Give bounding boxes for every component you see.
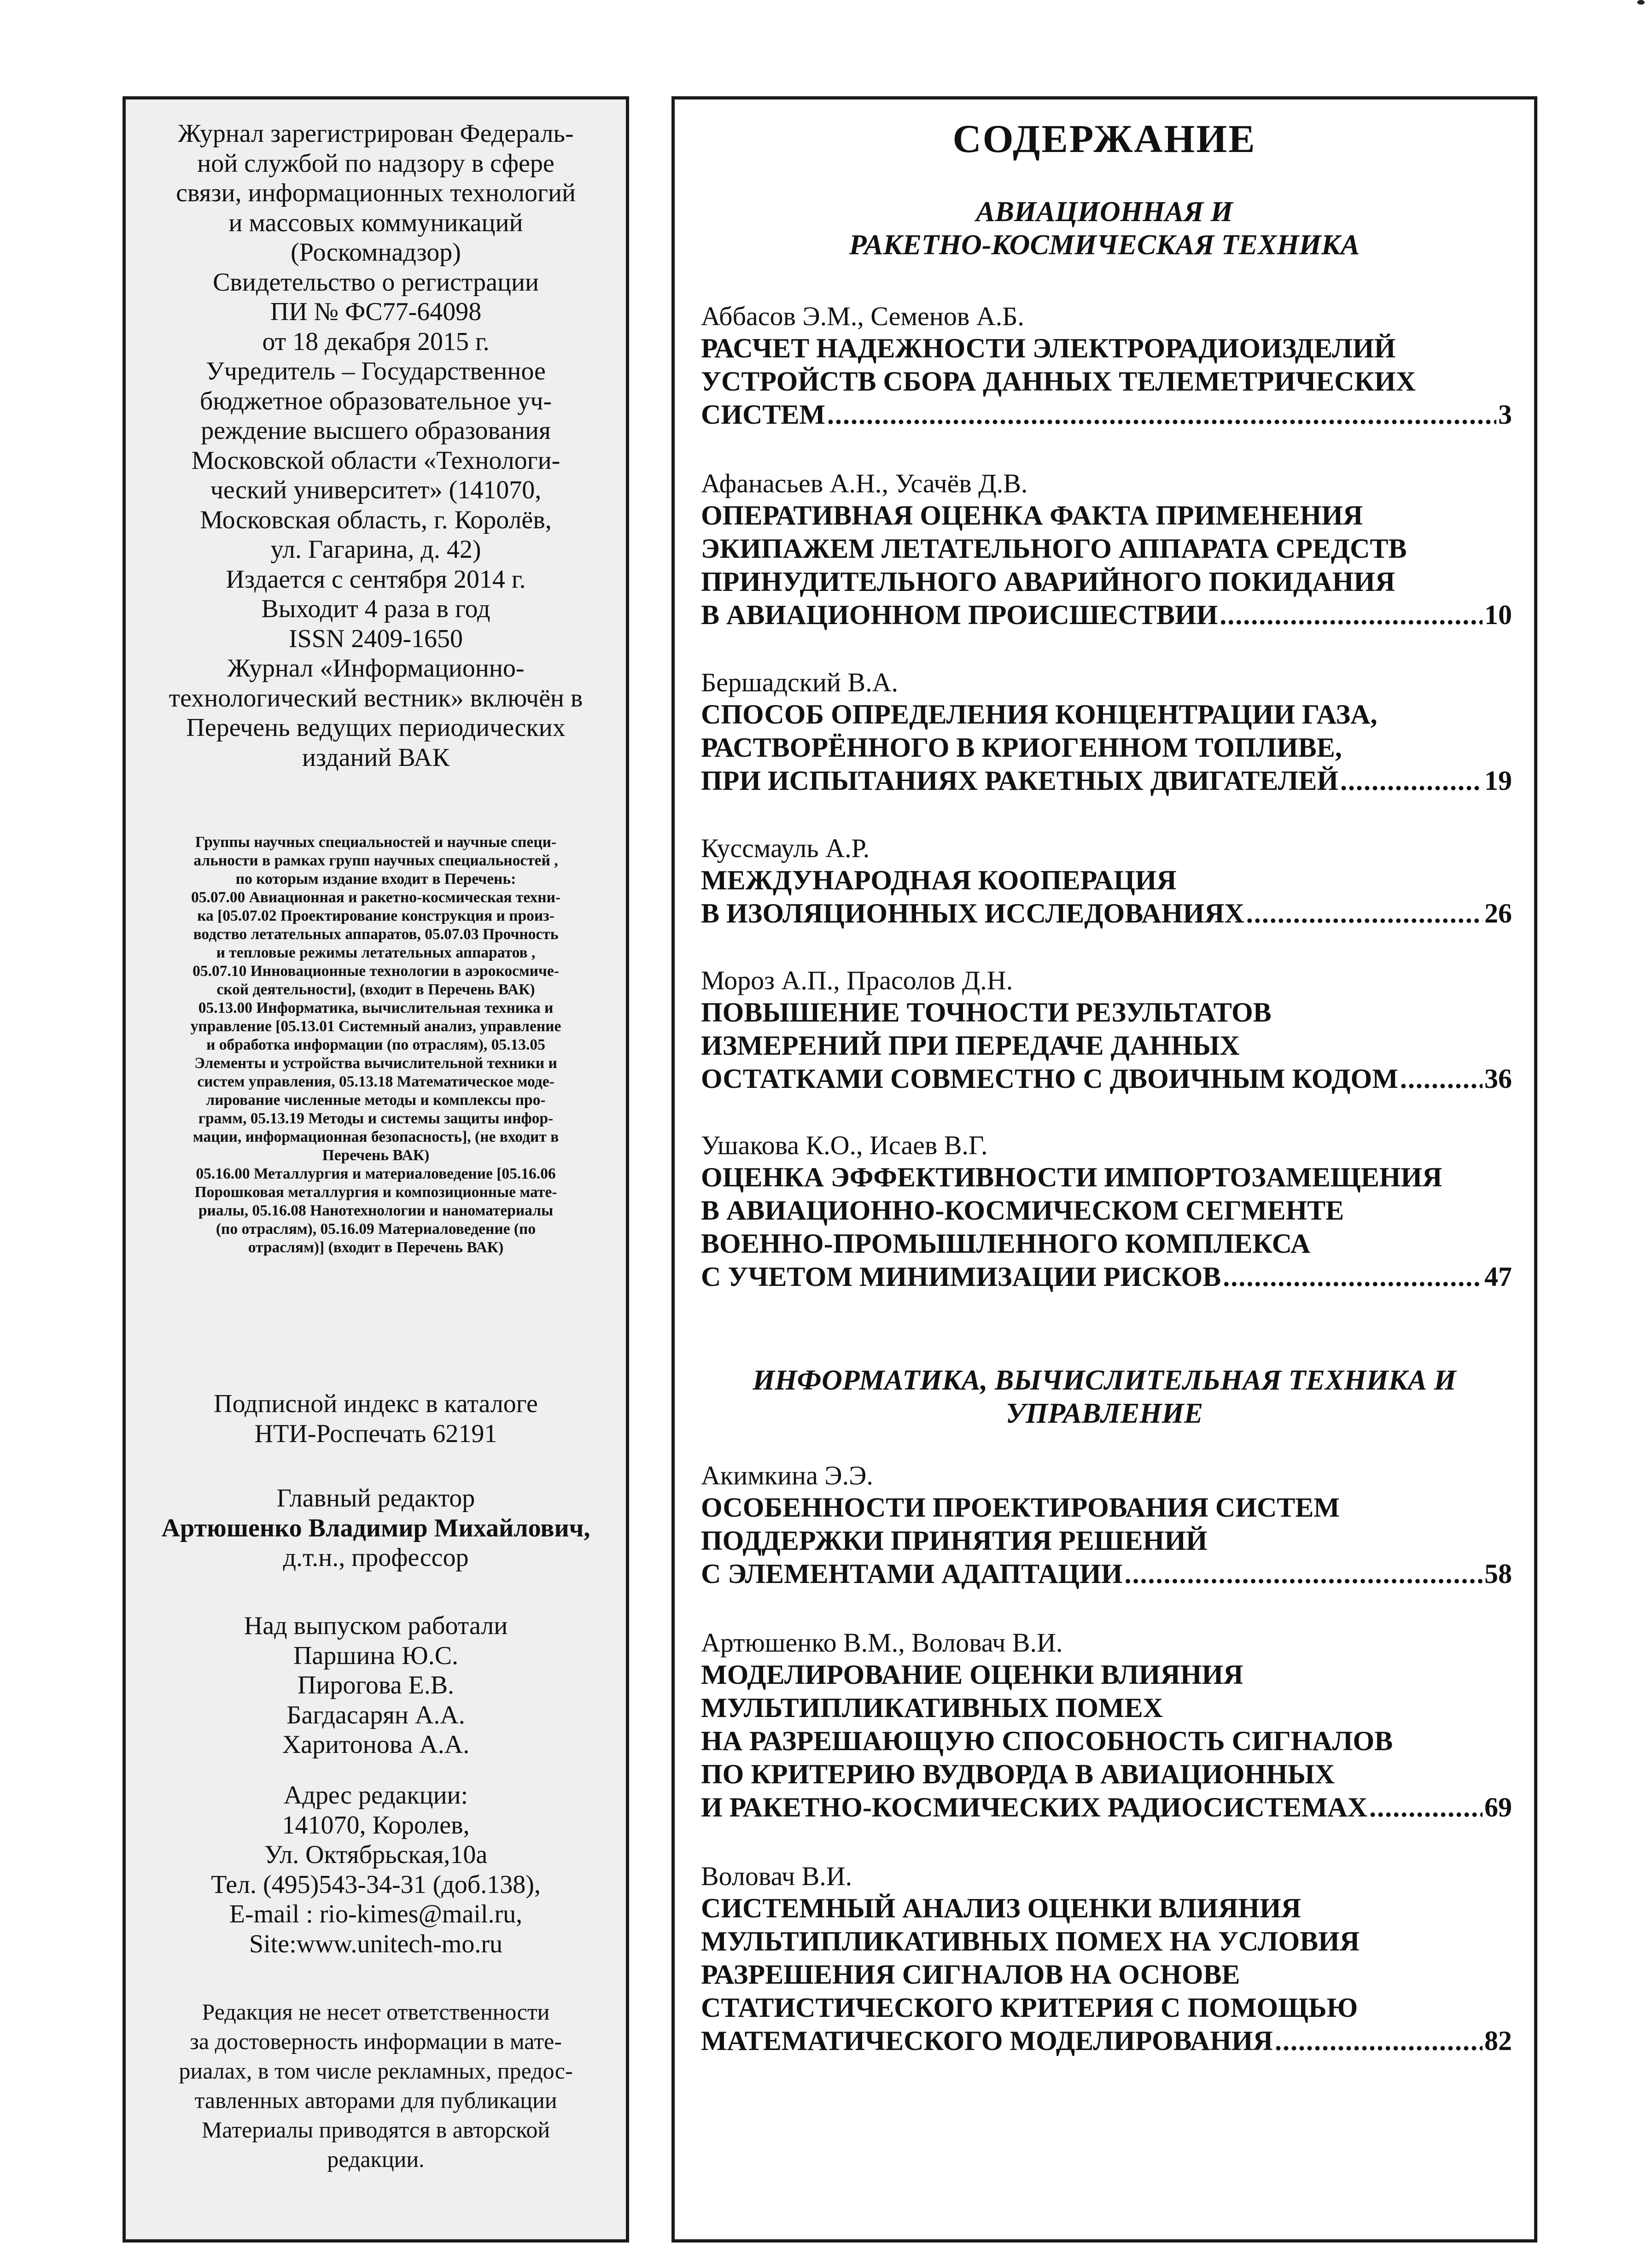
entry-title-last-line: [701, 598, 1512, 631]
specialty-line: 05.07.10 Инновационные технологии в аэрокосмиче-: [193, 963, 559, 980]
specialty-line: водство летательных аппаратов, 05.07.03 Прочность: [193, 926, 559, 943]
staff-line: Пирогова Е.В.: [297, 1671, 455, 1700]
specialty-line: управление [05.13.01 Системный анализ, управление: [190, 1018, 561, 1035]
entry-page-number: 10: [1484, 600, 1512, 630]
entry-title-line: ИЗМЕРЕНИЙ ПРИ ПЕРЕДАЧЕ ДАННЫХ: [701, 1030, 1240, 1061]
specialty-line: 05.16.00 Металлургия и материаловедение [05.16.06: [196, 1165, 556, 1182]
registration-line: Московской области «Технологи-: [191, 446, 560, 475]
specialty-line: и обработка информации (по отраслям), 05.13.05: [206, 1036, 545, 1053]
registration-line: ческий университет» (141070,: [210, 476, 542, 504]
toc-entry: [701, 301, 1512, 431]
entry-title-line: РАСЧЕТ НАДЕЖНОСТИ ЭЛЕКТРОРАДИОИЗДЕЛИЙ: [701, 333, 1396, 363]
registration-line: Журнал зарегистрирован Федераль-: [178, 119, 574, 148]
editor-info: [126, 1483, 626, 1573]
entry-title-line: ОПЕРАТИВНАЯ ОЦЕНКА ФАКТА ПРИМЕНЕНИЯ: [701, 500, 1363, 531]
specialty-line: 05.07.00 Авиационная и ракетно-космическая техни-: [191, 889, 561, 906]
section-line: АВИАЦИОННАЯ И: [976, 196, 1233, 228]
specialty-line: риалы, 05.16.08 Нанотехнологии и наноматериалы: [198, 1202, 554, 1219]
specialty-line: Элементы и устройства вычислительной техники и: [194, 1055, 557, 1072]
entry-title-last-line: [701, 398, 1512, 431]
toc-entry: [701, 833, 1512, 930]
registration-line: Выходит 4 раза в год: [261, 595, 490, 623]
entry-title-last-line: [701, 764, 1512, 797]
section-heading-aviation: [675, 195, 1534, 262]
table-of-contents: [671, 96, 1537, 2243]
entry-authors: Акимкина Э.Э.: [701, 1460, 873, 1490]
specialty-line: по которым издание входит в Перечень:: [235, 870, 516, 888]
entry-title-line: РАЗРЕШЕНИЯ СИГНАЛОВ НА ОСНОВЕ: [701, 1959, 1240, 1990]
specialty-line: лирование численные методы и комплексы про-: [206, 1092, 546, 1109]
dot-leader: [1223, 1260, 1483, 1293]
entry-title-line: ПОДДЕРЖКИ ПРИНЯТИЯ РЕШЕНИЙ: [701, 1525, 1208, 1556]
entry-authors: Афанасьев А.Н., Усачёв Д.В.: [701, 468, 1028, 498]
entry-title-line: ПРИНУДИТЕЛЬНОГО АВАРИЙНОГО ПОКИДАНИЯ: [701, 566, 1395, 597]
specialty-line: мации, информационная безопасность], (не входит в: [193, 1128, 559, 1145]
registration-line: связи, информационных технологий: [176, 179, 576, 207]
toc-entry: [701, 965, 1512, 1095]
entry-title-line: МУЛЬТИПЛИКАТИВНЫХ ПОМЕХ НА УСЛОВИЯ: [701, 1926, 1360, 1956]
entry-title-line: ВОЕННО-ПРОМЫШЛЕННОГО КОМПЛЕКСА: [701, 1228, 1311, 1259]
registration-line: ISSN 2409-1650: [288, 624, 463, 653]
entry-title-line: С ЭЛЕМЕНТАМИ АДАПТАЦИИ: [701, 1559, 1123, 1589]
specialty-line: Группы научных специальностей и научные специ-: [195, 834, 557, 851]
specialties-list: [126, 833, 626, 1257]
entry-title-line: СИСТЕМНЫЙ АНАЛИЗ ОЦЕНКИ ВЛИЯНИЯ: [701, 1893, 1301, 1923]
registration-line: ной службой по надзору в сфере: [197, 149, 555, 178]
dot-leader: [1369, 1791, 1483, 1824]
registration-line: бюджетное образовательное уч-: [199, 386, 552, 415]
address-line: Ул. Октябрьская,10а: [264, 1840, 488, 1869]
entry-title-line: МАТЕМАТИЧЕСКОГО МОДЕЛИРОВАНИЯ: [701, 2026, 1273, 2056]
dot-leader: [1220, 598, 1483, 631]
entry-title-line: СПОСОБ ОПРЕДЕЛЕНИЯ КОНЦЕНТРАЦИИ ГАЗА,: [701, 699, 1378, 730]
disclaimer-line: за достоверность информации в мате-: [190, 2028, 562, 2054]
toc-entry: [701, 468, 1512, 631]
entry-title-last-line: [701, 1260, 1512, 1293]
registration-line: изданий ВАК: [302, 743, 449, 772]
dot-leader: [1400, 1062, 1483, 1095]
dot-leader: [1246, 897, 1483, 930]
scan-speck: [1637, 0, 1645, 5]
entry-page-number: 47: [1484, 1261, 1512, 1292]
entry-title-line: В АВИАЦИОННО-КОСМИЧЕСКОМ СЕГМЕНТЕ: [701, 1195, 1344, 1226]
registration-line: Учредитель – Государственное: [206, 357, 546, 385]
entry-authors: Аббасов Э.М., Семенов А.Б.: [701, 301, 1024, 331]
disclaimer-line: тавленных авторами для публикации: [194, 2087, 557, 2113]
registration-line: (Роскомнадзор): [291, 238, 461, 267]
entry-title-line: НА РАЗРЕШАЮЩУЮ СПОСОБНОСТЬ СИГНАЛОВ: [701, 1726, 1393, 1756]
entry-authors: Бершадский В.А.: [701, 667, 899, 697]
section-line: ИНФОРМАТИКА, ВЫЧИСЛИТЕЛЬНАЯ ТЕХНИКА И: [753, 1365, 1456, 1396]
staff-line: Паршина Ю.С.: [293, 1641, 459, 1670]
entry-page-number: 82: [1484, 2026, 1512, 2056]
entry-title-line: РАСТВОРЁННОГО В КРИОГЕННОМ ТОПЛИВЕ,: [701, 732, 1342, 763]
address-line: Site:www.unitech-mo.ru: [249, 1929, 503, 1958]
entry-title-last-line: [701, 1062, 1512, 1095]
editor-role: Главный редактор: [276, 1484, 475, 1513]
dot-leader: [827, 398, 1496, 431]
disclaimer-line: Материалы приводятся в авторской: [201, 2117, 550, 2143]
specialty-line: (по отраслям), 05.16.09 Материаловедение (по: [216, 1221, 536, 1238]
editor-name: Артюшенко Владимир Михайлович,: [161, 1513, 590, 1542]
entry-page-number: 69: [1484, 1792, 1512, 1822]
entry-authors: Мороз А.П., Прасолов Д.Н.: [701, 965, 1013, 995]
specialty-line: альности в рамках групп научных специальностей ,: [193, 852, 558, 869]
registration-info: [126, 119, 626, 772]
entry-page-number: 58: [1484, 1559, 1512, 1589]
specialty-line: отраслям)] (входит в Перечень ВАК): [248, 1239, 504, 1256]
entry-title-last-line: [701, 2024, 1512, 2057]
registration-line: ул. Гагарина, д. 42): [270, 535, 481, 564]
issue-staff: [126, 1611, 626, 1760]
disclaimer-line: риалах, в том числе рекламных, предос-: [179, 2058, 573, 2084]
entry-title-line: МУЛЬТИПЛИКАТИВНЫХ ПОМЕХ: [701, 1693, 1163, 1723]
specialty-line: грамм, 05.13.19 Методы и системы защиты инфор-: [198, 1110, 554, 1127]
section-heading-informatics: [675, 1364, 1534, 1430]
entry-page-number: 19: [1484, 765, 1512, 796]
editorial-address: [126, 1781, 626, 1959]
staff-line: Над выпуском работали: [244, 1612, 508, 1640]
toc-entry: [701, 1628, 1512, 1824]
entry-title-line: МОДЕЛИРОВАНИЕ ОЦЕНКИ ВЛИЯНИЯ: [701, 1659, 1243, 1690]
toc-entry: [701, 1861, 1512, 2057]
entry-authors: Артюшенко В.М., Воловач В.И.: [701, 1628, 1063, 1658]
toc-heading: СОДЕРЖАНИЕ: [952, 117, 1256, 161]
editor-degree: д.т.н., профессор: [283, 1543, 469, 1572]
registration-line: Свидетельство о регистрации: [213, 268, 539, 297]
entry-title-line: УСТРОЙСТВ СБОРА ДАННЫХ ТЕЛЕМЕТРИЧЕСКИХ: [701, 366, 1416, 397]
registration-line: Перечень ведущих периодических: [186, 713, 566, 742]
section-line: РАКЕТНО-КОСМИЧЕСКАЯ ТЕХНИКА: [849, 229, 1360, 261]
specialty-line: Порошковая металлургия и композиционные мате-: [194, 1184, 557, 1201]
specialty-line: ской деятельности], (входит в Перечень ВАК): [216, 981, 535, 998]
entry-title-last-line: [701, 1557, 1512, 1590]
registration-line: реждение высшего образования: [201, 416, 551, 445]
entry-title-line: МЕЖДУНАРОДНАЯ КООПЕРАЦИЯ: [701, 865, 1177, 895]
entry-authors: Ушакова К.О., Исаев В.Г.: [701, 1130, 988, 1160]
entry-title-line: С УЧЕТОМ МИНИМИЗАЦИИ РИСКОВ: [701, 1261, 1221, 1292]
toc-entry: [701, 1130, 1512, 1293]
entry-title-line: ОСТАТКАМИ СОВМЕСТНО С ДВОИЧНЫМ КОДОМ: [701, 1063, 1398, 1094]
dot-leader: [1340, 764, 1483, 797]
address-line: E-mail : rio-kimes@mail.ru,: [229, 1900, 523, 1928]
entry-title-line: ОСОБЕННОСТИ ПРОЕКТИРОВАНИЯ СИСТЕМ: [701, 1492, 1340, 1523]
registration-line: Журнал «Информационно-: [227, 654, 525, 683]
entry-title-line: ЭКИПАЖЕМ ЛЕТАТЕЛЬНОГО АППАРАТА СРЕДСТВ: [701, 533, 1407, 564]
entry-title-line: ПО КРИТЕРИЮ ВУДВОРДА В АВИАЦИОННЫХ: [701, 1759, 1335, 1789]
entry-title-line: И РАКЕТНО-КОСМИЧЕСКИХ РАДИОСИСТЕМАХ: [701, 1792, 1368, 1822]
registration-line: от 18 декабря 2015 г.: [262, 327, 490, 356]
entry-title-line: ОЦЕНКА ЭФФЕКТИВНОСТИ ИМПОРТОЗАМЕЩЕНИЯ: [701, 1162, 1442, 1192]
address-line: 141070, Королев,: [282, 1810, 470, 1840]
registration-line: и массовых коммуникаций: [228, 208, 523, 237]
section-line: УПРАВЛЕНИЕ: [1005, 1398, 1203, 1429]
staff-line: Багдасарян А.А.: [286, 1700, 465, 1729]
registration-line: ПИ № ФС77-64098: [270, 298, 482, 326]
dot-leader: [1275, 2024, 1483, 2057]
registration-line: Московская область, г. Королёв,: [200, 505, 552, 534]
entry-authors: Воловач В.И.: [701, 1861, 852, 1891]
dot-leader: [1124, 1557, 1483, 1590]
specialty-line: 05.13.00 Информатика, вычислительная техника и: [198, 999, 554, 1016]
entry-page-number: 26: [1484, 898, 1512, 929]
toc-entry: [701, 667, 1512, 797]
subscription-line: НТИ-Роспечать 62191: [254, 1419, 497, 1448]
entry-title-line: ПОВЫШЕНИЕ ТОЧНОСТИ РЕЗУЛЬТАТОВ: [701, 997, 1272, 1028]
toc-entry: [701, 1460, 1512, 1590]
address-line: Адрес редакции:: [283, 1781, 468, 1810]
entry-title-line: СТАТИСТИЧЕСКОГО КРИТЕРИЯ С ПОМОЩЬЮ: [701, 1992, 1358, 2023]
registration-line: Издается с сентября 2014 г.: [226, 565, 526, 594]
entry-title-last-line: [701, 1791, 1512, 1824]
subscription-line: Подписной индекс в каталоге: [214, 1390, 538, 1418]
address-line: Тел. (495)543-34-31 (доб.138),: [211, 1870, 541, 1899]
entry-authors: Куссмауль А.Р.: [701, 833, 870, 863]
disclaimer-line: редакции.: [327, 2146, 425, 2172]
entry-title-line: ПРИ ИСПЫТАНИЯХ РАКЕТНЫХ ДВИГАТЕЛЕЙ: [701, 765, 1339, 796]
disclaimer-line: Редакция не несет ответственности: [202, 1999, 550, 2025]
entry-title-line: В АВИАЦИОННОМ ПРОИСШЕСТВИИ: [701, 600, 1218, 630]
masthead-panel: [123, 96, 629, 2243]
disclaimer: [126, 1997, 626, 2174]
entry-page-number: 3: [1498, 399, 1512, 430]
specialty-line: ка [05.07.02 Проектирование конструкция и произ-: [197, 907, 555, 924]
entry-title-last-line: [701, 897, 1512, 930]
specialty-line: и тепловые режимы летательных аппаратов ,: [216, 944, 536, 961]
subscription-info: [126, 1389, 626, 1448]
staff-line: Харитонова А.А.: [282, 1730, 470, 1759]
entry-title-line: В ИЗОЛЯЦИОННЫХ ИССЛЕДОВАНИЯХ: [701, 898, 1244, 929]
registration-line: технологический вестник» включён в: [169, 683, 583, 713]
specialty-line: систем управления, 05.13.18 Математическое моде-: [197, 1073, 555, 1090]
entry-title-line: СИСТЕМ: [701, 399, 825, 430]
specialty-line: Перечень ВАК): [322, 1147, 430, 1164]
entry-page-number: 36: [1484, 1063, 1512, 1094]
